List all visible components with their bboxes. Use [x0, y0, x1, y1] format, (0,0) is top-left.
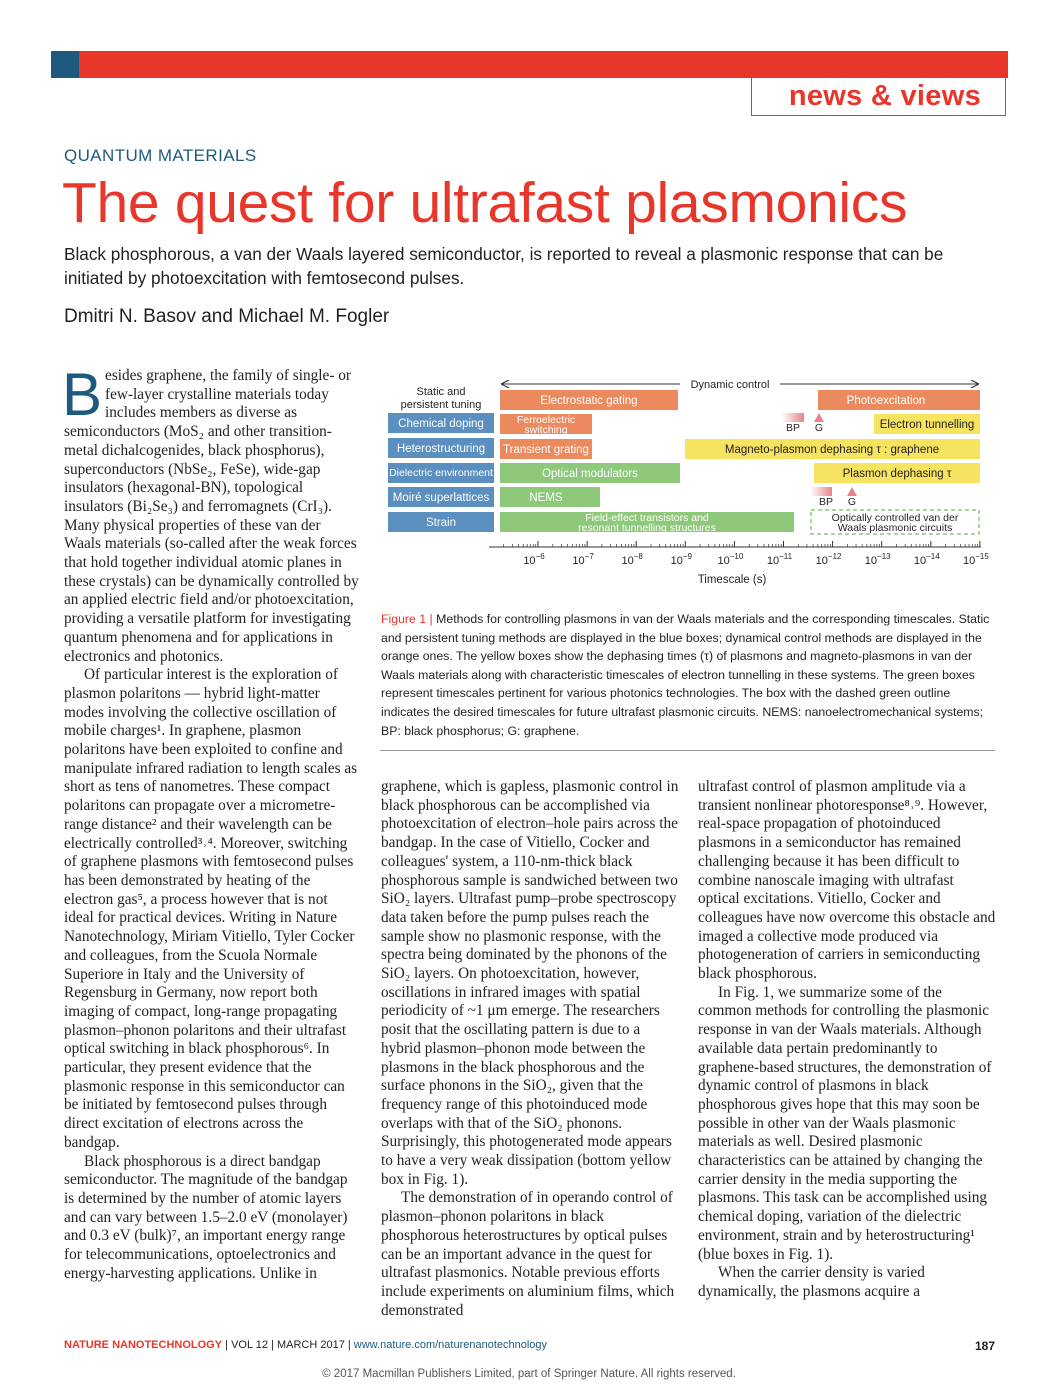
footer-url[interactable]: www.nature.com/naturenanotechnology	[353, 1339, 548, 1351]
authors: Dmitri N. Basov and Michael M. Fogler	[64, 306, 390, 327]
tick-exponent: −9	[682, 552, 692, 561]
static-label-strain: Strain	[425, 517, 457, 529]
col3-paragraph-2: In Fig. 1, we summarize some of the common methods for controlling the plasmonic response in van der Waals materials. Although available data pertain predominantly to graphene-based structures, the demonstration of dynamic control of plasmons in black phosphorous gives hope that this may soon be possible in other van der Waals plasmonic materials as well. Desired plasmonic characteristics can be attained by changing the carrier density in the media supporting the plasmons. This task can be accomplished using chemical doping, variation of the dielectric environment, strain and by heterostructuring¹ (blue boxes in Fig. 1).	[698, 983, 992, 1263]
static-box-chemical-doping	[388, 413, 494, 433]
timescale-tick-labels	[523, 552, 989, 567]
tick-exponent: −14	[926, 552, 940, 561]
article-title: The quest for ultrafast plasmonics	[62, 171, 908, 235]
label-transient-grating: Transient grating	[503, 444, 589, 456]
label-electrostatic-gating: Electrostatic gating	[540, 395, 638, 407]
label-optical-modulators: Optical modulators	[542, 468, 638, 480]
timescale-ticks	[504, 541, 980, 547]
box-field-effect	[500, 512, 794, 534]
label-ferroelectric-1: Ferroelectric	[516, 414, 576, 426]
bp-label-lower: BP	[818, 496, 834, 508]
caption-text: Methods for controlling plasmons in van der Waals materials and the corresponding timescales. Static and persistent tuning methods are displayed in the blue boxes; dynamical control methods are displayed in the orange ones. The yellow boxes show the dephasing times (τ) of plasmons and magneto-plasmons in van der Waals materials along with characteristic timescales of electron tunnelling in these systems. The green boxes represent timescales pertinent for various photonics technologies. The box with the dashed green outline indicates the desired timescales for future ultrafast plasmonic circuits. NEMS: nanoelectromechanical systems; BP: black phosphorus; G: graphene.	[381, 612, 990, 738]
g-marker-lower	[847, 487, 857, 496]
label-future-1: Optically controlled van der	[831, 512, 959, 524]
col1-paragraph-3: Black phosphorous is a direct bandgap semiconductor. The magnitude of the bandgap is determined by the number of atomic layers and can vary between 1.5–2.0 eV (monolayer) and 0.3 eV (bulk)⁷, an important energy range for telecommunications, optoelectronics and energy-harvesting applications. Unlike in	[64, 1152, 348, 1282]
figure-1	[380, 366, 996, 606]
news-views-badge	[751, 78, 1006, 116]
drop-cap: B	[62, 361, 103, 428]
figure-caption	[381, 610, 996, 740]
label-ferroelectric-2: switching	[524, 424, 568, 436]
header-bar-red	[79, 51, 1008, 78]
caption-label: Figure 1 |	[381, 612, 433, 626]
tick-exponent: −8	[633, 552, 643, 561]
static-box-strain	[388, 512, 494, 532]
tick-exponent: −6	[535, 552, 545, 561]
section-label: QUANTUM MATERIALS	[64, 146, 257, 165]
g-marker-upper	[814, 413, 824, 422]
static-box-heterostructuring	[388, 438, 494, 458]
label-photoexcitation: Photoexcitation	[846, 395, 926, 407]
box-ferroelectric	[500, 414, 592, 436]
label-nems: NEMS	[529, 492, 563, 504]
label-field-effect-1: Field-effect transistors and	[585, 512, 709, 524]
box-optical-modulators	[500, 463, 680, 483]
box-photoexcitation	[818, 390, 980, 410]
tick-exponent: −12	[827, 552, 842, 561]
footer-sep-2: |	[267, 1339, 277, 1351]
col2-paragraph-1: graphene, which is gapless, plasmonic control in black phosphorous can be accomplished via photoexcitation of electron–hole pairs across the bandgap. In the case of Vitiello, Cocker and colleagues' system, a 110-nm-thick black phosphorous sample is sandwiched between two SiO₂ layers. Ultrafast pump–probe spectroscopy data taken before the pump pulses reach the sample show no plasmonic response, with the spectra being dominated by the phonons of the SiO₂ layers. On photoexcitation, however, oscillations in infrared images with spatial periodicity of ~1 μm emerge. The researchers posit that the oscillating pattern is due to a hybrid plasmon–phonon mode between the plasmons in the black phosphorous and the surface phonons in the SiO₂, given that the frequency range of this photoinduced mode overlaps with that of the SiO₂ phonons. Surprisingly, this photogenerated mode appears to have a very weak dissipation (bottom yellow box in Fig. 1).	[381, 778, 679, 1188]
col2-paragraph-2: The demonstration of in operando control of plasmon–phonon polaritons in black phosphorous heterostructures by optical pulses can be an important advance in the quest for ultrafast plasmonics. Notable previous efforts include experiments on aluminium films, which demonstrated	[381, 1189, 675, 1319]
footer-volume: VOL 12	[231, 1339, 268, 1351]
static-label-chemical-doping: Chemical doping	[398, 418, 484, 430]
header-bar-blue	[51, 51, 79, 78]
col3-paragraph-3: When the carrier density is varied dynamically, the plasmons acquire a	[698, 1264, 925, 1300]
label-magneto-plasmon: Magneto-plasmon dephasing τ : graphene	[724, 444, 940, 456]
body-column-2	[381, 778, 679, 1320]
static-label-dielectric: Dielectric environment	[389, 467, 493, 479]
page-footer	[64, 1339, 995, 1351]
g-label-lower: G	[847, 496, 857, 508]
static-box-moire	[388, 487, 494, 507]
tick-label: $10^{-10}$	[717, 552, 744, 567]
bp-marker-lower	[810, 487, 832, 496]
tick-label: $10^{-12}$	[815, 552, 842, 567]
label-field-effect-2: resonant tunnelling structures	[578, 522, 716, 534]
bp-label-upper: BP	[785, 422, 801, 434]
standfirst: Black phosphorous, a van der Waals layered semiconductor, is reported to reveal a plasmonic response that can be initiated by photoexcitation with femtosecond pulses.	[64, 244, 944, 288]
tick-label: $10^{-15}$	[962, 552, 989, 567]
box-nems	[500, 487, 600, 507]
tick-label: $10^{-11}$	[766, 552, 793, 567]
col3-paragraph-1: ultrafast control of plasmon amplitude via a transient nonlinear photoresponse⁸˒⁹. However, real-space propagation of photoinduced plasmons in a semiconductor has remained challenging because it has been difficult to combine nanoscale imaging with ultrafast optical excitations. Vitiello, Cocker and colleagues have now overcome this obstacle and imaged a collective mode produced via photogeneration of carriers in semiconducting black phosphorous.	[698, 778, 996, 983]
page-number: 187	[974, 1339, 995, 1353]
box-plasmon-dephasing	[814, 463, 980, 483]
tick-label: $10^{-14}$	[913, 552, 940, 567]
static-label-heterostructuring: Heterostructuring	[396, 443, 486, 455]
footer-journal: NATURE NANOTECHNOLOGY	[64, 1339, 223, 1351]
box-future-circuits	[811, 510, 979, 534]
label-plasmon-dephasing: Plasmon dephasing τ	[842, 468, 952, 480]
tick-label: $10^{-7}$	[572, 552, 594, 567]
body-column-1	[62, 361, 360, 1283]
label-future-2: Waals plasmonic circuits	[837, 522, 953, 534]
dynamic-header: Dynamic control	[690, 379, 770, 391]
box-magneto-plasmon	[685, 439, 980, 459]
footer-sep-3: |	[344, 1339, 354, 1351]
tick-exponent: −11	[779, 552, 793, 561]
footer-date: MARCH 2017	[276, 1339, 345, 1351]
news-views-label: news & views	[788, 80, 981, 112]
box-transient-grating	[500, 439, 592, 459]
box-electron-tunnelling	[874, 414, 980, 434]
label-electron-tunnelling: Electron tunnelling	[879, 419, 975, 431]
footer-sep-1: |	[222, 1339, 232, 1351]
tick-label: $10^{-6}$	[523, 552, 545, 567]
tick-label: $10^{-13}$	[864, 552, 891, 567]
body-column-3	[698, 778, 996, 1302]
static-label-moire: Moiré superlattices	[392, 492, 490, 504]
static-box-dielectric	[388, 463, 494, 483]
axis-label: Timescale (s)	[697, 574, 767, 586]
col1-paragraph-1: esides graphene, the family of single- or few-layer crystalline materials today includes members as diverse as semiconductors (MoS₂ and other transition-metal dichalcogenides, black phosphorus), superconductors (NbSe₂, FeSe), wide-gap insulators (hexagonal-BN), topological insulators (Bi₂Se₃) and ferromagnets (CrI₃). Many physical properties of these van der Waals materials (so-called after the weak forces that hold together individual atomic planes in these crystals) can be dynamically controlled by an applied electric field and/or photoexcitation, providing a versatile platform for investigating quantum phenomena and for applications in electronics and photonics.	[64, 367, 359, 665]
figure-1-diagram	[380, 366, 996, 606]
tick-exponent: −13	[877, 552, 891, 561]
bp-marker-upper	[782, 413, 804, 422]
tick-exponent: −7	[584, 552, 594, 561]
g-label-upper: G	[814, 422, 824, 434]
static-header-line2: persistent tuning	[400, 399, 482, 411]
tick-exponent: −15	[975, 552, 989, 561]
tick-label: $10^{-8}$	[621, 552, 643, 567]
caption-rule	[380, 750, 995, 751]
copyright: © 2017 Macmillan Publishers Limited, part of Springer Nature. All rights reserved.	[322, 1368, 736, 1380]
tick-label: $10^{-9}$	[670, 552, 692, 567]
static-header-line1: Static and	[416, 386, 466, 398]
tick-exponent: −10	[729, 552, 744, 561]
col1-paragraph-2: Of particular interest is the exploration of plasmon polaritons — hybrid light-matter modes involving the collective oscillation of mobile charges¹. In graphene, plasmon polaritons have been exploited to confine and manipulate infrared radiation to length scales as short as tens of nanometres. These compact polaritons can propagate over a micrometre-range distance² and their wavelength can be electrically controlled³˒⁴. Moreover, switching of graphene plasmons with femtosecond pulses has been demonstrated by heating of the electron gas⁵, a process however that is not ideal for practical devices. Writing in Nature Nanotechnology, Miriam Vitiello, Tyler Cocker and colleagues, from the Scuola Normale Superiore in Italy and the University of Regensburg in Germany, now report both imaging of compact, long-range propagating plasmon–phonon polaritons and their ultrafast optical switching in black phosphorous⁶. In particular, they present evidence that the plasmonic response in this semiconductor can be initiated by femtosecond pulses through direct excitation of electrons across the bandgap.	[64, 666, 358, 1151]
box-electrostatic-gating	[500, 390, 678, 410]
